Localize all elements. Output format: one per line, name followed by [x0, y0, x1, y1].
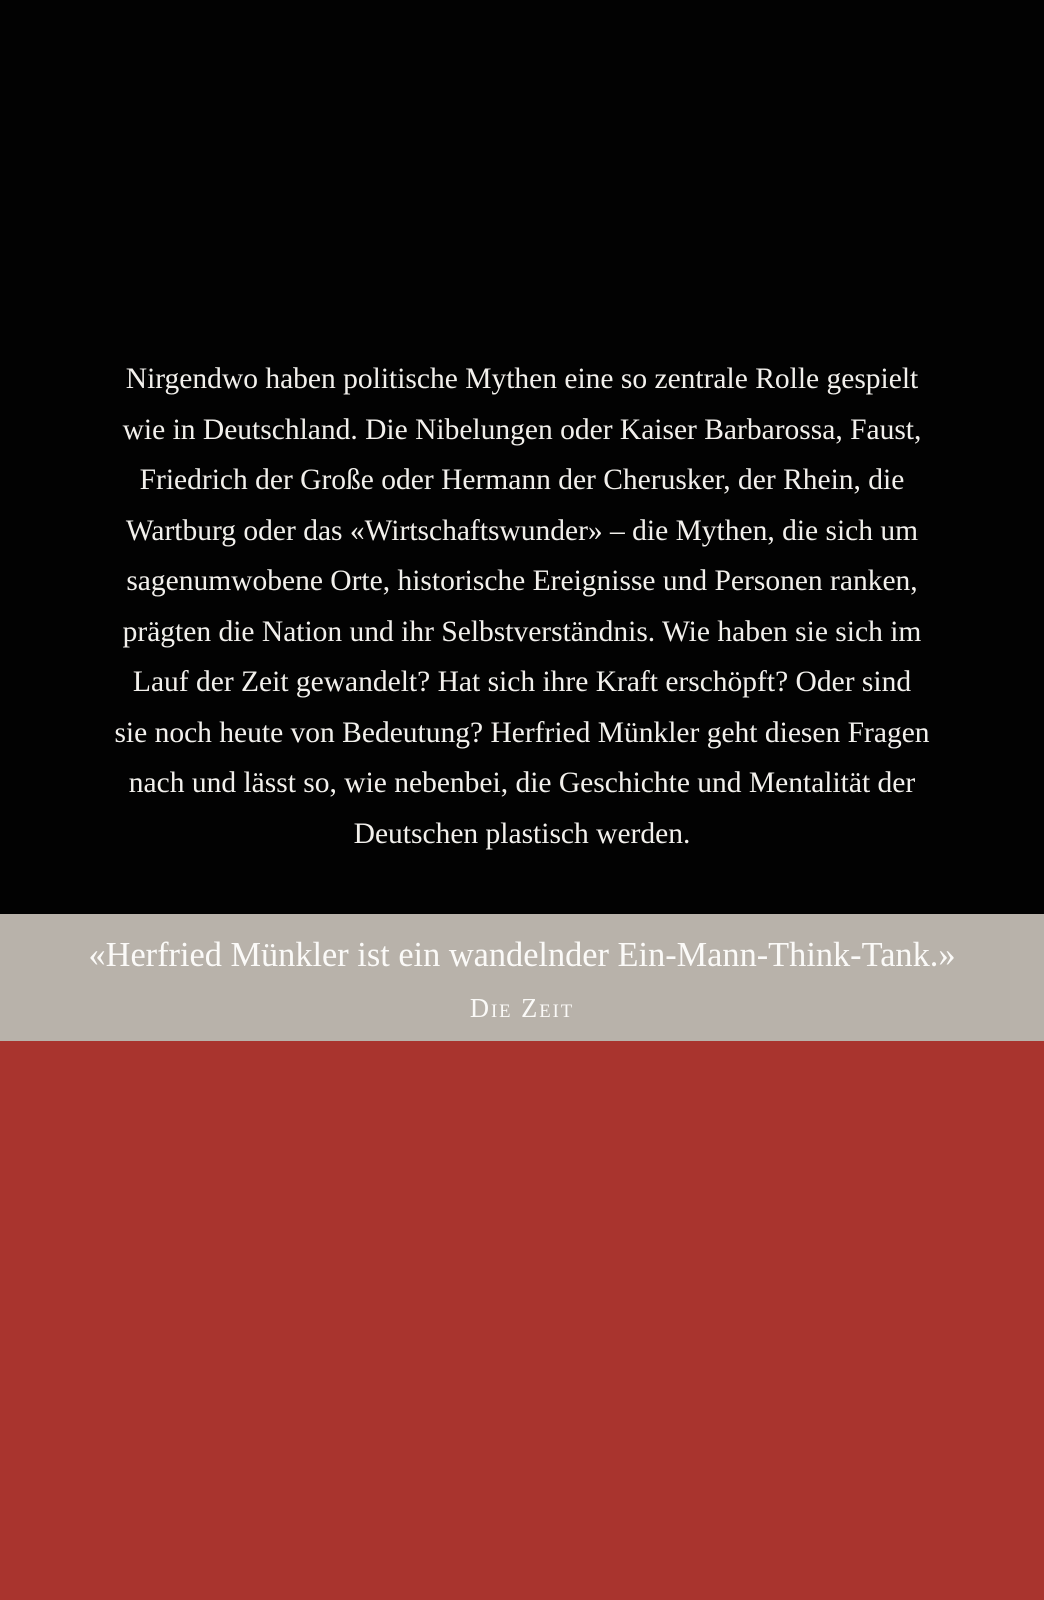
blurb-line: wie in Deutschland. Die Nibelungen oder Kaiser Barbarossa, Faust,	[122, 413, 922, 446]
blurb-line: prägten die Nation und ihr Selbstverständnis. Wie haben sie sich im	[122, 615, 922, 648]
blurb-line: sie noch heute von Bedeutung? Herfried Münkler geht diesen Fragen	[114, 716, 930, 749]
bottom-red-band	[0, 1041, 1044, 1600]
blurb-line: Lauf der Zeit gewandelt? Hat sich ihre Kraft erschöpft? Oder sind	[132, 666, 912, 698]
review-source: Die Zeit	[469, 993, 575, 1023]
back-cover-blurb	[40, 354, 1004, 859]
blurb-line: Wartburg oder das «Wirtschaftswunder» – die Mythen, die sich um	[125, 514, 919, 547]
blurb-line: nach und lässt so, wie nebenbei, die Geschichte und Mentalität der	[128, 767, 916, 799]
blurb-line: Friedrich der Große oder Hermann der Cherusker, der Rhein, die	[139, 464, 905, 496]
blurb-line: Nirgendwo haben politische Mythen eine so zentrale Rolle gespielt	[125, 363, 919, 395]
blurb-line: sagenumwobene Orte, historische Ereignisse und Personen ranken,	[126, 565, 918, 597]
blurb-line: Deutschen plastisch werden.	[353, 817, 691, 850]
review-quote: «Herfried Münkler ist ein wandelnder Ein-Mann-Think-Tank.»	[88, 935, 956, 974]
